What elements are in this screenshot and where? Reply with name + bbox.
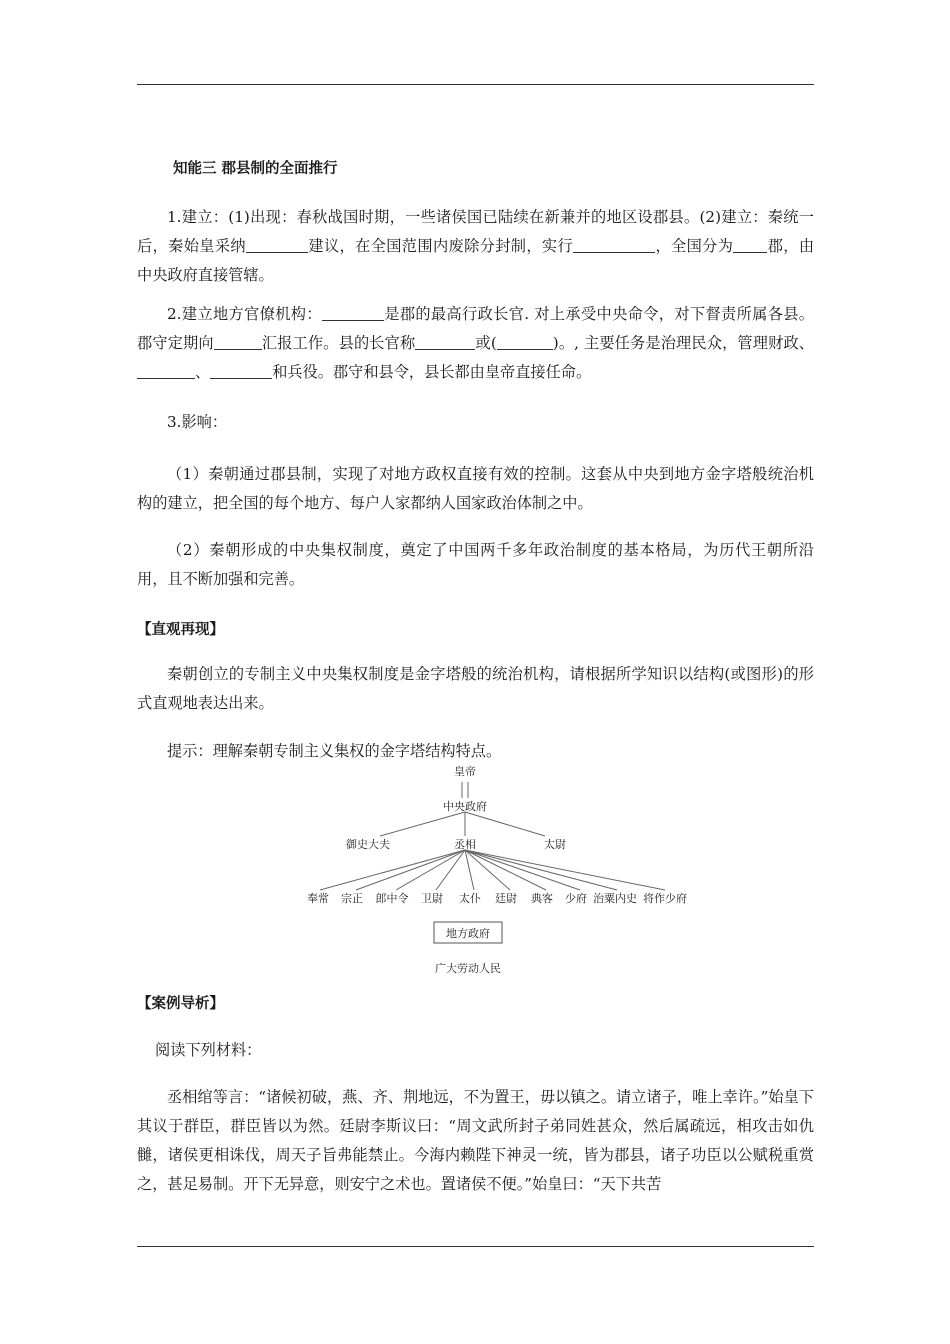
read-prompt: 阅读下列材料： xyxy=(155,1041,262,1059)
section-title: 知能三 郡县制的全面推行 xyxy=(173,161,338,177)
fill-blank[interactable] xyxy=(210,363,272,379)
node-minister: 治粟内史 xyxy=(593,892,637,905)
fill-blank[interactable] xyxy=(415,334,475,350)
node-minister: 太仆 xyxy=(459,892,481,905)
fill-blank[interactable] xyxy=(573,237,655,253)
material-paragraph: 丞相绾等言：“诸候初破，燕、齐、荆地远，不为置王，毋以镇之。请立诸子，唯上幸许。”始皇下其议于群臣，群臣皆以为然。廷尉李斯议曰：“周文武所封子弟同姓甚众，然后属疏远，相攻击如仇雠，诸侯更相诛伐，周天子旨弗能禁止。今海内赖陛下神灵一统，皆为郡县，诸子功臣以公赋税重赏之，甚足易制。开下无异意，则安宁之术也。置诸侯不便。”始皇曰：“天下共苦 xyxy=(137,1088,814,1193)
node-minister: 宗正 xyxy=(341,892,363,905)
heading-anli: 【案例导析】 xyxy=(137,996,224,1012)
node-emperor: 皇帝 xyxy=(454,765,476,778)
item2-text-a: 2.建立地方官僚机构： xyxy=(167,305,322,323)
node-taiwei: 太尉 xyxy=(544,838,566,851)
node-central-government: 中央政府 xyxy=(443,800,487,813)
item1-text-a: 1.建立：(1)出现：春秋战国时期，一些诸侯国已陆续在新兼并的地区设郡县。(2)建立：秦统一后，秦始皇采纳 xyxy=(137,208,814,255)
node-minister: 卫尉 xyxy=(421,892,443,905)
header-rule xyxy=(137,84,814,85)
node-minister: 少府 xyxy=(565,892,587,905)
paragraph-item1 xyxy=(137,203,814,290)
hint-text: 提示：理解秦朝专制主义集权的金字塔结构特点。 xyxy=(167,742,502,760)
item1-text-d: 郡，由中央政府直接管辖。 xyxy=(137,237,815,284)
item1-text-c: ，全国分为 xyxy=(655,237,734,255)
item2-text-f: 、 xyxy=(195,363,211,381)
item2-text-d: 或( xyxy=(475,334,497,352)
node-minister: 将作少府 xyxy=(643,892,687,905)
pyramid-diagram xyxy=(290,760,690,985)
fill-blank[interactable] xyxy=(733,237,767,253)
impact-paragraph-1: （1）秦朝通过郡县制，实现了对地方政权直接有效的控制。这套从中央到地方金字塔般统治机构的建立，把全国的每个地方、每户人家都纳人国家政治体制之中。 xyxy=(137,465,814,512)
item3-heading: 3.影响： xyxy=(167,413,228,431)
item2-text-c: 汇报工作。县的长官称 xyxy=(261,334,416,352)
paragraph-item2 xyxy=(137,300,814,387)
node-people: 广大劳动人民 xyxy=(435,962,501,975)
fill-blank[interactable] xyxy=(497,334,553,350)
node-chengxiang: 丞相 xyxy=(454,838,476,851)
fill-blank[interactable] xyxy=(214,334,262,350)
fill-blank[interactable] xyxy=(137,363,195,379)
item2-text-e: )。, 主要任务是治理民众，管理财政、 xyxy=(552,334,814,352)
fill-blank[interactable] xyxy=(322,305,384,321)
node-minister: 郎中令 xyxy=(375,892,409,905)
item1-text-b: 建议，在全国范围内废除分封制，实行 xyxy=(308,237,574,255)
zhiguan-paragraph: 秦朝创立的专制主义中央集权制度是金字塔般的统治机构，请根据所学知识以结构(或图形)的形式直观地表达出来。 xyxy=(137,665,814,712)
node-minister: 奉常 xyxy=(307,892,329,905)
item2-text-b: 是郡的最高行政长官. 对上承受中央命令，对下督责所属各县。郡守定期向 xyxy=(137,305,814,352)
footer-rule xyxy=(137,1246,814,1247)
fill-blank[interactable] xyxy=(246,237,308,253)
node-minister: 典客 xyxy=(531,892,553,905)
item2-text-g: 和兵役。郡守和县令，县长都由皇帝直接任命。 xyxy=(272,363,592,381)
node-local-government: 地方政府 xyxy=(446,927,490,940)
node-yushi-dafu: 御史大夫 xyxy=(346,838,390,851)
node-minister: 廷尉 xyxy=(495,892,517,905)
impact-paragraph-2: （2）秦朝形成的中央集权制度，奠定了中国两千多年政治制度的基本格局，为历代王朝所沿用，且不断加强和完善。 xyxy=(137,541,814,588)
heading-zhiguan: 【直观再现】 xyxy=(137,622,224,638)
